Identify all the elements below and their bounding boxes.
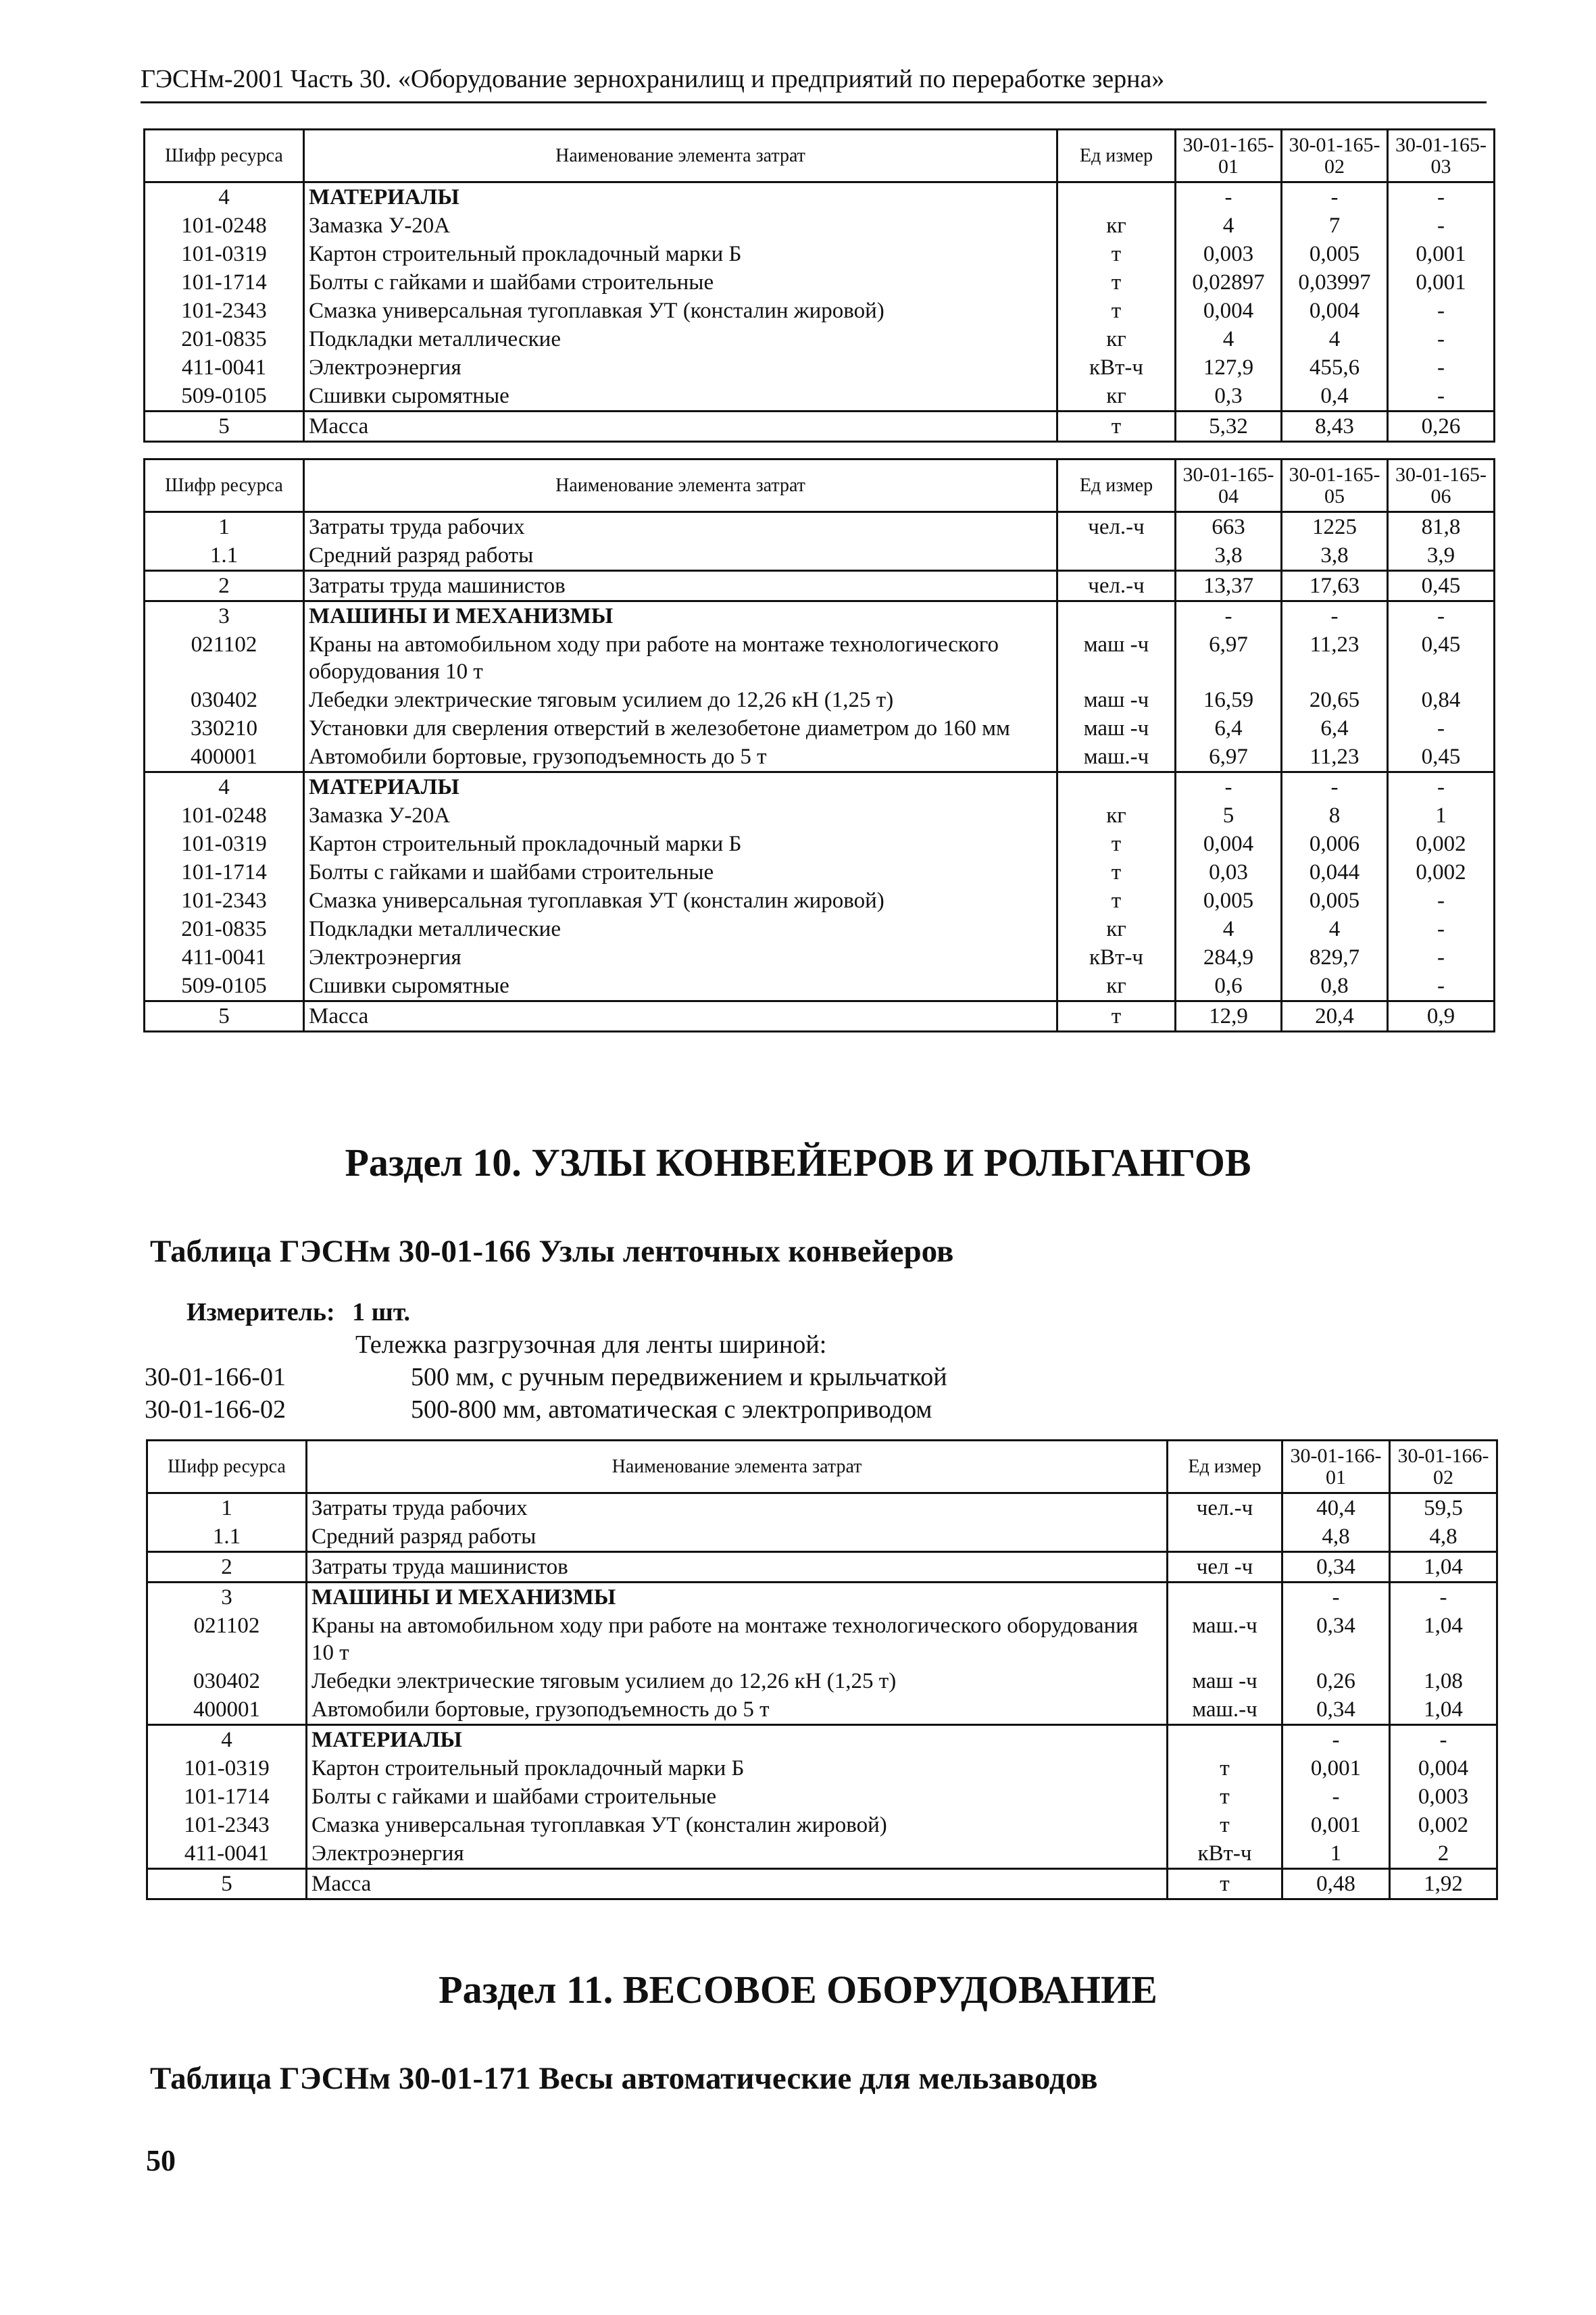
resource-name: Автомобили бортовые, грузоподъемность до 5 т <box>304 743 1057 772</box>
resource-name: Смазка универсальная тугоплавкая УТ (консталин жировой) <box>304 297 1057 325</box>
norm-value: 0,34 <box>1282 1552 1390 1583</box>
resource-code: 1.1 <box>145 541 304 571</box>
unit-of-measure: т <box>1057 830 1176 858</box>
norm-value: 59,5 <box>1390 1493 1497 1523</box>
resource-name: Подкладки металлические <box>304 915 1057 943</box>
resource-name: Картон строительный прокладочный марки Б <box>304 240 1057 268</box>
norm-value: 4 <box>1282 915 1388 943</box>
norm-value: 829,7 <box>1282 943 1388 972</box>
unit-of-measure: чел -ч <box>1168 1552 1282 1583</box>
resource-code: 2 <box>147 1552 307 1583</box>
norm-value: - <box>1390 1583 1497 1612</box>
table-row <box>147 1667 1497 1695</box>
resource-code: 101-2343 <box>147 1811 307 1839</box>
resource-name: Замазка У-20А <box>304 211 1057 240</box>
unit-of-measure: т <box>1057 412 1176 442</box>
norm-value: - <box>1388 353 1495 382</box>
resource-name: Масса <box>304 1001 1057 1032</box>
resource-name: Сшивки сыромятные <box>304 382 1057 412</box>
norm-value: 40,4 <box>1282 1493 1390 1523</box>
resource-table-166 <box>146 1439 1498 1900</box>
table-row <box>145 353 1495 382</box>
resource-name: Болты с гайками и шайбами строительные <box>307 1783 1168 1811</box>
table-row <box>145 240 1495 268</box>
resource-code: 411-0041 <box>147 1839 307 1869</box>
norm-value: 5,32 <box>1176 412 1282 442</box>
resource-name: Краны на автомобильном ходу при работе на монтаже технологического оборудования 10 т <box>304 630 1057 686</box>
resource-code: 4 <box>147 1725 307 1755</box>
resource-table-165-01-03 <box>143 128 1495 443</box>
norm-value: 12,9 <box>1176 1001 1282 1032</box>
norm-value: - <box>1388 772 1495 802</box>
unit-of-measure: маш -ч <box>1168 1667 1282 1695</box>
norm-value: 0,001 <box>1282 1754 1390 1783</box>
norm-value: 2 <box>1390 1839 1497 1869</box>
col-header-unit: Ед измер <box>1057 459 1176 512</box>
norm-value: 4 <box>1176 915 1282 943</box>
norm-value: - <box>1388 325 1495 353</box>
norm-value: 3,8 <box>1176 541 1282 571</box>
table-166-title: Таблица ГЭСНм 30-01-166 Узлы ленточных конвейеров <box>150 1234 954 1269</box>
norm-value: 0,6 <box>1176 972 1282 1001</box>
resource-code: 101-2343 <box>145 887 304 915</box>
norm-value: 0,3 <box>1176 382 1282 412</box>
norm-value: 0,34 <box>1282 1612 1390 1667</box>
norm-value: 4 <box>1282 325 1388 353</box>
norm-value: 0,9 <box>1388 1001 1495 1032</box>
norm-value: 284,9 <box>1176 943 1282 972</box>
norm-value: 455,6 <box>1282 353 1388 382</box>
resource-name: Электроэнергия <box>304 353 1057 382</box>
table-row <box>145 830 1495 858</box>
table-171-title: Таблица ГЭСНм 30-01-171 Весы автоматические для мельзаводов <box>150 2061 1098 2096</box>
norm-value: 4 <box>1176 325 1282 353</box>
norm-value: 1 <box>1388 801 1495 830</box>
norm-value: 127,9 <box>1176 353 1282 382</box>
table-row <box>145 801 1495 830</box>
table-row <box>147 1493 1497 1523</box>
resource-name: Затраты труда машинистов <box>307 1552 1168 1583</box>
table-row <box>145 630 1495 686</box>
norm-value: - <box>1282 1583 1390 1612</box>
table-row <box>145 743 1495 772</box>
unit-of-measure: кг <box>1057 801 1176 830</box>
resource-name: Затраты труда рабочих <box>304 512 1057 542</box>
norm-value: 3,9 <box>1388 541 1495 571</box>
table-row <box>147 1811 1497 1839</box>
norm-value: - <box>1388 211 1495 240</box>
resource-code: 5 <box>145 412 304 442</box>
norm-value: 0,8 <box>1282 972 1388 1001</box>
norm-value: 81,8 <box>1388 512 1495 542</box>
norm-value: 3,8 <box>1282 541 1388 571</box>
resource-code: 101-1714 <box>147 1783 307 1811</box>
resource-code: 101-2343 <box>145 297 304 325</box>
unit-of-measure <box>1057 182 1176 212</box>
resource-code: 400001 <box>145 743 304 772</box>
unit-of-measure: т <box>1057 858 1176 887</box>
norm-value: - <box>1282 772 1388 802</box>
resource-name: Подкладки металлические <box>304 325 1057 353</box>
table-row <box>147 1725 1497 1755</box>
resource-code: 4 <box>145 182 304 212</box>
measure-description: Тележка разгрузочная для ленты шириной: <box>355 1330 827 1359</box>
unit-of-measure: кг <box>1057 915 1176 943</box>
resource-code: 509-0105 <box>145 972 304 1001</box>
norm-value: 0,004 <box>1282 297 1388 325</box>
resource-name: Сшивки сыромятные <box>304 972 1057 1001</box>
norm-value: 6,4 <box>1282 714 1388 743</box>
unit-of-measure <box>1168 1522 1282 1552</box>
resource-name: Автомобили бортовые, грузоподъемность до 5 т <box>307 1695 1168 1725</box>
section-10-title: Раздел 10. УЗЛЫ КОНВЕЙЕРОВ И РОЛЬГАНГОВ <box>345 1141 1251 1185</box>
unit-of-measure: т <box>1168 1783 1282 1811</box>
norm-value: 0,006 <box>1282 830 1388 858</box>
resource-code: 101-0319 <box>145 240 304 268</box>
resource-name: Масса <box>304 412 1057 442</box>
resource-name: Картон строительный прокладочный марки Б <box>304 830 1057 858</box>
table-row <box>147 1522 1497 1552</box>
norm-value: - <box>1176 772 1282 802</box>
resource-code: 4 <box>145 772 304 802</box>
norm-value: 13,37 <box>1176 571 1282 601</box>
table-row <box>145 1001 1495 1032</box>
norm-value: 20,65 <box>1282 686 1388 714</box>
norm-value: 8 <box>1282 801 1388 830</box>
norm-value: 4 <box>1176 211 1282 240</box>
item-description: 500 мм, с ручным передвижением и крыльчаткой <box>411 1363 947 1391</box>
norm-value: - <box>1390 1725 1497 1755</box>
resource-table-165-04-06 <box>143 458 1495 1032</box>
table-row <box>147 1783 1497 1811</box>
resource-name: Средний разряд работы <box>304 541 1057 571</box>
norm-value: 0,001 <box>1388 240 1495 268</box>
col-header-unit: Ед измер <box>1168 1441 1282 1493</box>
measure-label: Измеритель: <box>186 1298 335 1326</box>
item-code: 30-01-166-01 <box>145 1363 286 1391</box>
norm-value: 0,002 <box>1388 858 1495 887</box>
norm-value: - <box>1176 601 1282 631</box>
norm-value: 0,004 <box>1390 1754 1497 1783</box>
resource-name: Картон строительный прокладочный марки Б <box>307 1754 1168 1783</box>
resource-name: Смазка универсальная тугоплавкая УТ (консталин жировой) <box>304 887 1057 915</box>
norm-value: 0,45 <box>1388 630 1495 686</box>
norm-value: 0,48 <box>1282 1869 1390 1899</box>
col-header-code: Шифр ресурса <box>145 459 304 512</box>
resource-code: 101-0319 <box>145 830 304 858</box>
col-header-item: 30-01-165-01 <box>1176 130 1282 182</box>
resource-name: МАТЕРИАЛЫ <box>307 1725 1168 1755</box>
resource-name: Краны на автомобильном ходу при работе на монтаже технологического оборудования 10 т <box>307 1612 1168 1667</box>
col-header-item: 30-01-166-02 <box>1390 1441 1497 1493</box>
resource-name: МАШИНЫ И МЕХАНИЗМЫ <box>304 601 1057 631</box>
unit-of-measure: т <box>1057 1001 1176 1032</box>
table-row <box>145 571 1495 601</box>
unit-of-measure: маш.-ч <box>1168 1612 1282 1667</box>
unit-of-measure <box>1168 1725 1282 1755</box>
norm-value: - <box>1388 972 1495 1001</box>
norm-value: - <box>1282 182 1388 212</box>
norm-value: 1,08 <box>1390 1667 1497 1695</box>
norm-value: 663 <box>1176 512 1282 542</box>
table-row <box>145 772 1495 802</box>
norm-value: 0,005 <box>1176 887 1282 915</box>
norm-value: 0,03997 <box>1282 268 1388 297</box>
resource-name: МАШИНЫ И МЕХАНИЗМЫ <box>307 1583 1168 1612</box>
norm-value: - <box>1388 943 1495 972</box>
resource-code: 3 <box>145 601 304 631</box>
resource-name: Затраты труда рабочих <box>307 1493 1168 1523</box>
norm-value: 0,001 <box>1282 1811 1390 1839</box>
norm-value: 0,45 <box>1388 571 1495 601</box>
resource-name: Установки для сверления отверстий в железобетоне диаметром до 160 мм <box>304 714 1057 743</box>
table-row <box>147 1552 1497 1583</box>
resource-name: Масса <box>307 1869 1168 1899</box>
table-row <box>145 412 1495 442</box>
norm-value: 16,59 <box>1176 686 1282 714</box>
norm-value: 4,8 <box>1390 1522 1497 1552</box>
resource-name: МАТЕРИАЛЫ <box>304 182 1057 212</box>
norm-value: 0,84 <box>1388 686 1495 714</box>
norm-value: 0,002 <box>1390 1811 1497 1839</box>
norm-value: 1,04 <box>1390 1695 1497 1725</box>
table-row <box>145 382 1495 412</box>
resource-code: 3 <box>147 1583 307 1612</box>
norm-value: - <box>1282 601 1388 631</box>
resource-name: Замазка У-20А <box>304 801 1057 830</box>
norm-value: - <box>1282 1783 1390 1811</box>
measure-block <box>186 1296 410 1328</box>
table-row <box>145 943 1495 972</box>
norm-value: 0,005 <box>1282 887 1388 915</box>
unit-of-measure: кг <box>1057 382 1176 412</box>
norm-value: 5 <box>1176 801 1282 830</box>
resource-code: 330210 <box>145 714 304 743</box>
table-row <box>145 858 1495 887</box>
norm-value: 1,04 <box>1390 1612 1497 1667</box>
table-row <box>147 1695 1497 1725</box>
table-row <box>147 1839 1497 1869</box>
table-row <box>145 915 1495 943</box>
resource-code: 101-1714 <box>145 268 304 297</box>
resource-code: 5 <box>145 1001 304 1032</box>
col-header-name: Наименование элемента затрат <box>304 459 1057 512</box>
norm-value: 0,001 <box>1388 268 1495 297</box>
table-row <box>145 268 1495 297</box>
unit-of-measure: чел.-ч <box>1057 512 1176 542</box>
unit-of-measure: маш -ч <box>1057 630 1176 686</box>
table-row <box>145 182 1495 212</box>
col-header-name: Наименование элемента затрат <box>307 1441 1168 1493</box>
unit-of-measure: т <box>1168 1869 1282 1899</box>
norm-value: 0,03 <box>1176 858 1282 887</box>
norm-value: 0,044 <box>1282 858 1388 887</box>
table-row <box>147 1869 1497 1899</box>
col-header-item: 30-01-165-06 <box>1388 459 1495 512</box>
norm-value: 6,97 <box>1176 743 1282 772</box>
unit-of-measure: кг <box>1057 211 1176 240</box>
resource-code: 101-0248 <box>145 211 304 240</box>
resource-code: 1 <box>147 1493 307 1523</box>
norm-value: - <box>1388 601 1495 631</box>
norm-value: 4,8 <box>1282 1522 1390 1552</box>
unit-of-measure: т <box>1057 240 1176 268</box>
norm-value: 0,003 <box>1390 1783 1497 1811</box>
unit-of-measure: т <box>1057 268 1176 297</box>
resource-name: Болты с гайками и шайбами строительные <box>304 858 1057 887</box>
resource-code: 5 <box>147 1869 307 1899</box>
col-header-item: 30-01-165-04 <box>1176 459 1282 512</box>
norm-value: 0,005 <box>1282 240 1388 268</box>
norm-value: 0,26 <box>1282 1667 1390 1695</box>
norm-value: 6,4 <box>1176 714 1282 743</box>
norm-value: - <box>1176 182 1282 212</box>
norm-value: - <box>1388 915 1495 943</box>
norm-value: 6,97 <box>1176 630 1282 686</box>
resource-name: Болты с гайками и шайбами строительные <box>304 268 1057 297</box>
norm-value: 0,34 <box>1282 1695 1390 1725</box>
item-code: 30-01-166-02 <box>145 1395 286 1424</box>
table-row <box>145 601 1495 631</box>
norm-value: 1,92 <box>1390 1869 1497 1899</box>
norm-value: 17,63 <box>1282 571 1388 601</box>
norm-value: - <box>1388 382 1495 412</box>
unit-of-measure <box>1057 541 1176 571</box>
resource-code: 021102 <box>147 1612 307 1667</box>
resource-code: 030402 <box>145 686 304 714</box>
norm-value: 1225 <box>1282 512 1388 542</box>
norm-value: 1,04 <box>1390 1552 1497 1583</box>
unit-of-measure: т <box>1057 887 1176 915</box>
table-row <box>145 325 1495 353</box>
resource-code: 021102 <box>145 630 304 686</box>
col-header-code: Шифр ресурса <box>147 1441 307 1493</box>
table-row <box>145 211 1495 240</box>
table-row <box>145 297 1495 325</box>
norm-value: 0,003 <box>1176 240 1282 268</box>
resource-code: 400001 <box>147 1695 307 1725</box>
col-header-code: Шифр ресурса <box>145 130 304 182</box>
norm-value: 1 <box>1282 1839 1390 1869</box>
col-header-unit: Ед измер <box>1057 130 1176 182</box>
col-header-item: 30-01-165-03 <box>1388 130 1495 182</box>
norm-value: - <box>1388 297 1495 325</box>
unit-of-measure: т <box>1168 1754 1282 1783</box>
unit-of-measure: чел.-ч <box>1057 571 1176 601</box>
norm-value: 0,004 <box>1176 830 1282 858</box>
table-row <box>145 972 1495 1001</box>
col-header-item: 30-01-166-01 <box>1282 1441 1390 1493</box>
resource-name: Лебедки электрические тяговым усилием до 12,26 кН (1,25 т) <box>304 686 1057 714</box>
unit-of-measure: кВт-ч <box>1168 1839 1282 1869</box>
norm-value: 20,4 <box>1282 1001 1388 1032</box>
item-description: 500-800 мм, автоматическая с электроприводом <box>411 1395 932 1424</box>
resource-name: Средний разряд работы <box>307 1522 1168 1552</box>
unit-of-measure: маш.-ч <box>1057 743 1176 772</box>
resource-code: 411-0041 <box>145 353 304 382</box>
unit-of-measure: кг <box>1057 325 1176 353</box>
resource-name: Затраты труда машинистов <box>304 571 1057 601</box>
table-row <box>145 541 1495 571</box>
resource-code: 2 <box>145 571 304 601</box>
resource-code: 1 <box>145 512 304 542</box>
norm-value: - <box>1388 887 1495 915</box>
norm-value: 11,23 <box>1282 630 1388 686</box>
col-header-item: 30-01-165-02 <box>1282 130 1388 182</box>
unit-of-measure <box>1168 1583 1282 1612</box>
resource-code: 509-0105 <box>145 382 304 412</box>
running-header: ГЭСНм-2001 Часть 30. «Оборудование зернохранилищ и предприятий по переработке зерна» <box>141 62 1487 103</box>
unit-of-measure: кВт-ч <box>1057 943 1176 972</box>
unit-of-measure: маш -ч <box>1057 714 1176 743</box>
unit-of-measure <box>1057 601 1176 631</box>
section-11-title: Раздел 11. ВЕСОВОЕ ОБОРУДОВАНИЕ <box>439 1968 1157 2012</box>
norm-value: 0,02897 <box>1176 268 1282 297</box>
norm-value: 11,23 <box>1282 743 1388 772</box>
resource-name: Смазка универсальная тугоплавкая УТ (консталин жировой) <box>307 1811 1168 1839</box>
unit-of-measure: маш.-ч <box>1168 1695 1282 1725</box>
norm-value: 0,26 <box>1388 412 1495 442</box>
page-number: 50 <box>146 2144 176 2177</box>
norm-value: 7 <box>1282 211 1388 240</box>
unit-of-measure <box>1057 772 1176 802</box>
unit-of-measure: т <box>1057 297 1176 325</box>
resource-code: 101-0248 <box>145 801 304 830</box>
resource-code: 411-0041 <box>145 943 304 972</box>
unit-of-measure: маш -ч <box>1057 686 1176 714</box>
table-row <box>145 714 1495 743</box>
table-row <box>145 686 1495 714</box>
unit-of-measure: кВт-ч <box>1057 353 1176 382</box>
unit-of-measure: т <box>1168 1811 1282 1839</box>
norm-value: 0,002 <box>1388 830 1495 858</box>
resource-name: Электроэнергия <box>304 943 1057 972</box>
resource-code: 201-0835 <box>145 325 304 353</box>
table-row <box>145 512 1495 542</box>
norm-value: 0,004 <box>1176 297 1282 325</box>
norm-value: - <box>1388 714 1495 743</box>
col-header-name: Наименование элемента затрат <box>304 130 1057 182</box>
resource-code: 1.1 <box>147 1522 307 1552</box>
resource-code: 201-0835 <box>145 915 304 943</box>
resource-name: МАТЕРИАЛЫ <box>304 772 1057 802</box>
norm-value: 8,43 <box>1282 412 1388 442</box>
table-row <box>147 1754 1497 1783</box>
norm-value: 0,4 <box>1282 382 1388 412</box>
table-row <box>145 887 1495 915</box>
norm-value: - <box>1282 1725 1390 1755</box>
norm-value: 0,45 <box>1388 743 1495 772</box>
resource-name: Лебедки электрические тяговым усилием до 12,26 кН (1,25 т) <box>307 1667 1168 1695</box>
measure-value: 1 шт. <box>352 1298 411 1326</box>
table-row <box>147 1612 1497 1667</box>
unit-of-measure: чел.-ч <box>1168 1493 1282 1523</box>
unit-of-measure: кг <box>1057 972 1176 1001</box>
norm-value: - <box>1388 182 1495 212</box>
col-header-item: 30-01-165-05 <box>1282 459 1388 512</box>
resource-code: 101-1714 <box>145 858 304 887</box>
resource-code: 030402 <box>147 1667 307 1695</box>
table-row <box>147 1583 1497 1612</box>
resource-code: 101-0319 <box>147 1754 307 1783</box>
resource-name: Электроэнергия <box>307 1839 1168 1869</box>
